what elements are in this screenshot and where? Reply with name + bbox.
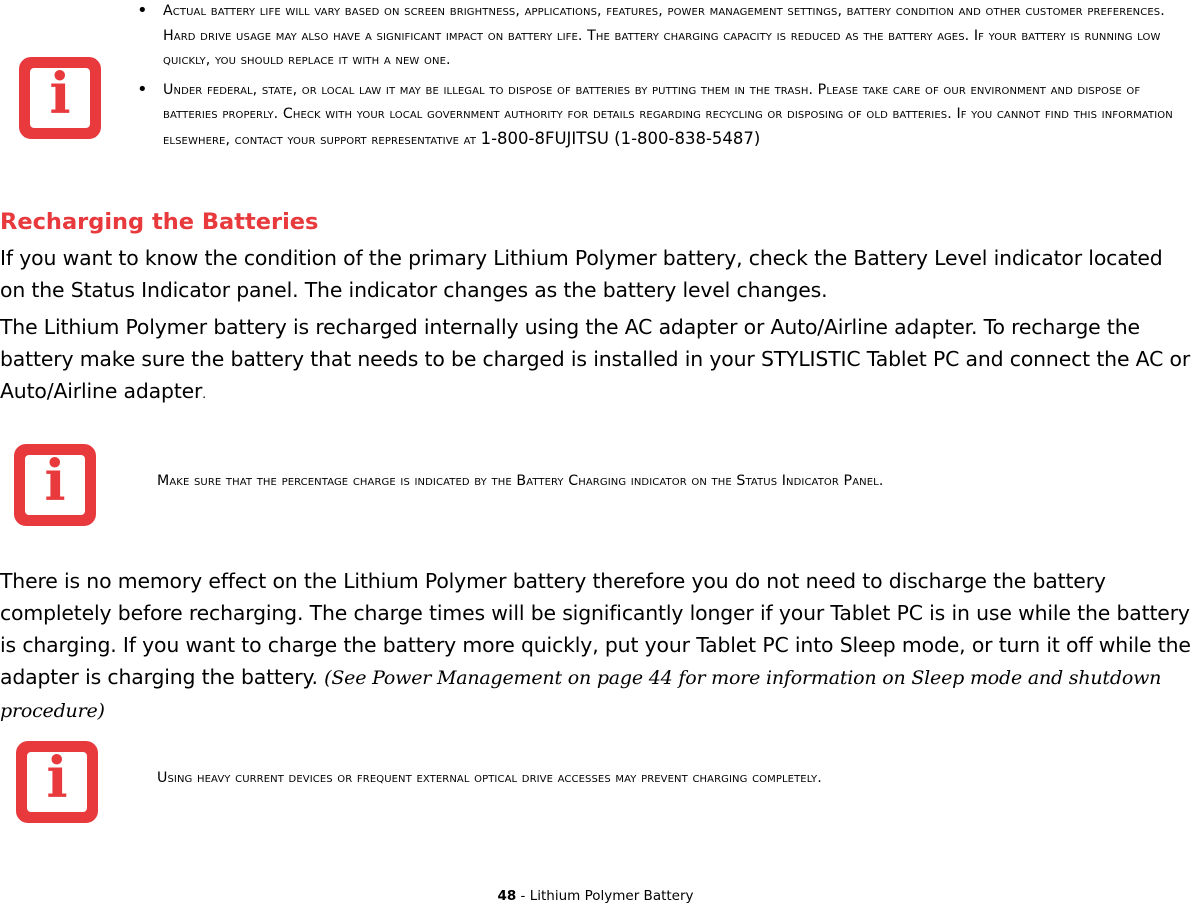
cross-reference: (See Power Management on page 44 for more information on Sleep mode and shutdown procedure) bbox=[0, 667, 1162, 722]
info-icon: i bbox=[19, 57, 101, 139]
footer-separator: - bbox=[516, 888, 530, 904]
page-number: 48 bbox=[497, 888, 517, 904]
note-battery-life: Actual battery life will vary based on screen brightness, applications, features, power management settings, battery condition and other customer preferences. Hard drive usage may also have a significant impact on battery life. The battery charging capacity is reduced as the battery ages. If your battery is running low quickly, you should replace it with a new one. bbox=[163, 3, 1165, 68]
list-item bbox=[137, 0, 1189, 73]
note-charging-indicator: Make sure that the percentage charge is indicated by the Battery Charging indicator on the Status Indicator Panel. bbox=[157, 473, 884, 489]
note-battery-disposal: Under federal, state, or local law it may be illegal to dispose of batteries by putting them in the trash. Please take care of our environment and dispose of batteries properly. Check with your local government authority for details regarding recycling or disposing of old batteries. If you cannot find this information elsewhere, contact your support representative at bbox=[163, 81, 1173, 148]
section-heading: Recharging the Batteries bbox=[0, 209, 319, 235]
bullet: • bbox=[137, 0, 148, 21]
list-item bbox=[137, 78, 1189, 153]
info-icon: i bbox=[14, 444, 96, 526]
page-footer bbox=[0, 888, 1191, 904]
bullet: • bbox=[137, 78, 148, 100]
support-phone-number: 1-800-8FUJITSU (1-800-838-5487) bbox=[480, 128, 761, 148]
info-icon: i bbox=[16, 741, 98, 823]
note-heavy-current: Using heavy current devices or frequent external optical drive accesses may prevent charging completely. bbox=[157, 770, 822, 786]
paragraph-memory-effect: There is no memory effect on the Lithium Polymer battery therefore you do not need to discharge the battery completely before recharging. The charge times will be significantly longer if your Tablet PC is in use while the battery is charging. If you want to charge the battery more quickly, put your Tablet PC into Sleep mode, or turn it off while the adapter is charging the battery. (See Power Management on page 44 for more information on Sleep mode and shutdown procedure) bbox=[0, 569, 1191, 722]
footer-title: Lithium Polymer Battery bbox=[529, 888, 694, 904]
paragraph-battery-level: If you want to know the condition of the primary Lithium Polymer battery, check the Battery Level indicator located on the Status Indicator panel. The indicator changes as the battery level changes. bbox=[0, 246, 1163, 302]
battery-notes-list bbox=[137, 0, 1189, 152]
paragraph-recharge: The Lithium Polymer battery is recharged internally using the AC adapter or Auto/Airline adapter. To recharge the battery make sure the battery that needs to be charged is installed in your STYLISTIC Tablet PC and connect the AC or Auto/Airline adapter. bbox=[0, 315, 1191, 403]
